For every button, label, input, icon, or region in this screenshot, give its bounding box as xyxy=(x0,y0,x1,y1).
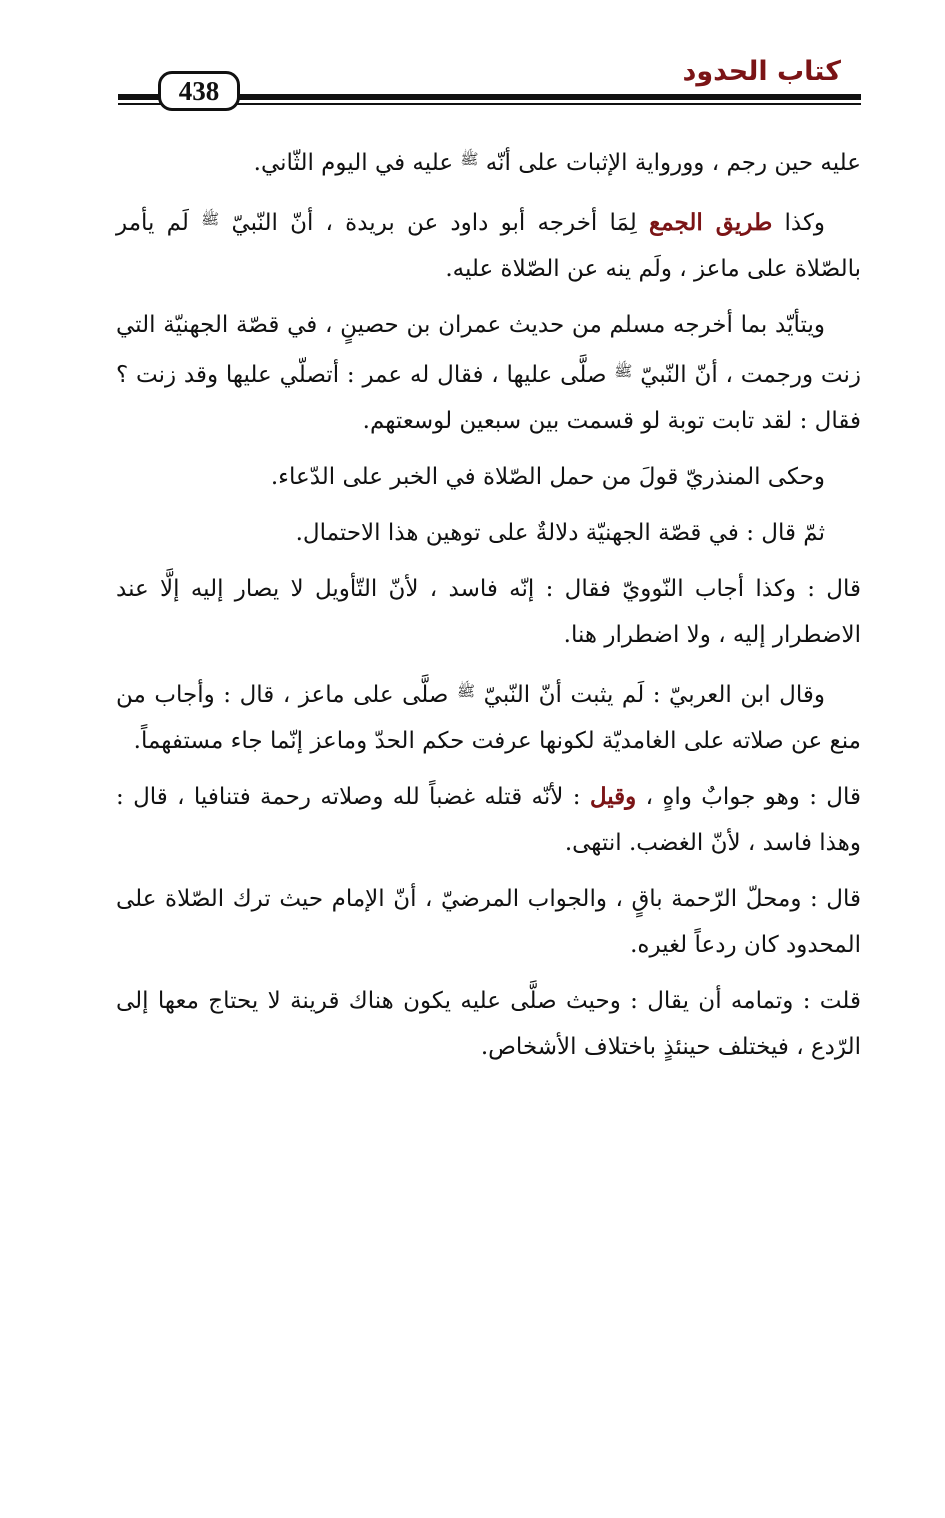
body-text xyxy=(116,136,861,1080)
paragraph xyxy=(116,196,861,292)
text-segment: عليه في اليوم الثّاني. xyxy=(253,150,461,176)
paragraph xyxy=(116,566,861,658)
paragraph xyxy=(116,876,861,968)
paragraph xyxy=(116,302,861,444)
salawat-symbol: ﷺ xyxy=(201,210,220,228)
salawat-symbol: ﷺ xyxy=(614,362,633,380)
text-segment: عليه حين رجم ، وورواية الإثبات على أنّه xyxy=(478,150,861,176)
text-segment: ثمّ قال : في قصّة الجهنيّة دلالةٌ على توهين هذا الاحتمال. xyxy=(295,520,825,546)
text-segment: لِمَا أخرجه أبو داود عن بريدة ، أنّ النّبيّ xyxy=(219,210,650,236)
highlighted-term: وقيل xyxy=(589,783,637,810)
paragraph xyxy=(116,774,861,866)
salawat-symbol: ﷺ xyxy=(460,150,479,168)
paragraph xyxy=(116,668,861,764)
text-segment: : لأنّه قتله غضباً لله وصلاته رحمة فتنافيا ، قال : وهذا فاسد ، لأنّ الغضب. انتهى. xyxy=(116,784,861,856)
text-segment: قلت : وتمامه أن يقال : وحيث صلَّى عليه يكون هناك قرينة لا يحتاج معها إلى الرّدع ، فيختلف حينئذٍ باختلاف الأشخاص. xyxy=(116,988,861,1060)
paragraph xyxy=(116,978,861,1070)
page-header xyxy=(0,0,945,120)
text-segment: وقال ابن العربيّ : لَم يثبت أنّ النّبيّ xyxy=(475,682,825,708)
text-segment: قال : وهو جوابٌ واهٍ ، xyxy=(636,784,861,810)
highlighted-term: طريق الجمع xyxy=(649,209,773,236)
text-segment: صلَّى على ماعز ، قال : وأجاب من منع عن صلاته على الغامديّة لكونها عرفت حكم الحدّ وماعز إنّما جاء مستفهماً. xyxy=(116,682,861,754)
text-segment: وحكى المنذريّ قولَ من حمل الصّلاة في الخبر على الدّعاء. xyxy=(270,464,825,490)
text-segment: وكذا xyxy=(772,210,825,236)
book-title: كتاب الحدود xyxy=(682,56,841,87)
text-segment: قال : وكذا أجاب النّوويّ فقال : إنّه فاسد ، لأنّ التّأويل لا يصار إليه إلَّا عند الاضطرار إليه ، ولا اضطرار هنا. xyxy=(116,576,861,648)
text-segment: لَم يأمر بالصّلاة على ماعز ، ولَم ينه عن الصّلاة عليه. xyxy=(116,210,861,282)
text-segment: صلَّى عليها ، فقال له عمر : أتصلّي عليها وقد زنت ؟ فقال : لقد تابت توبة لو قسمت بين سبعين لوسعتهم. xyxy=(116,362,861,434)
paragraph xyxy=(116,454,861,500)
salawat-symbol: ﷺ xyxy=(457,682,476,700)
text-segment: قال : ومحلّ الرّحمة باقٍ ، والجواب المرضيّ ، أنّ الإمام حيث ترك الصّلاة على المحدود كان ردعاً لغيره. xyxy=(116,886,861,958)
page-number-box xyxy=(158,71,240,111)
text-segment: ويتأيّد بما أخرجه مسلم من حديث عمران بن حصينٍ ، في قصّة الجهنيّة التي زنت ورجمت ، أنّ النّبيّ xyxy=(116,312,861,388)
paragraph xyxy=(116,510,861,556)
page-number: 438 xyxy=(178,75,220,106)
paragraph xyxy=(116,136,861,186)
